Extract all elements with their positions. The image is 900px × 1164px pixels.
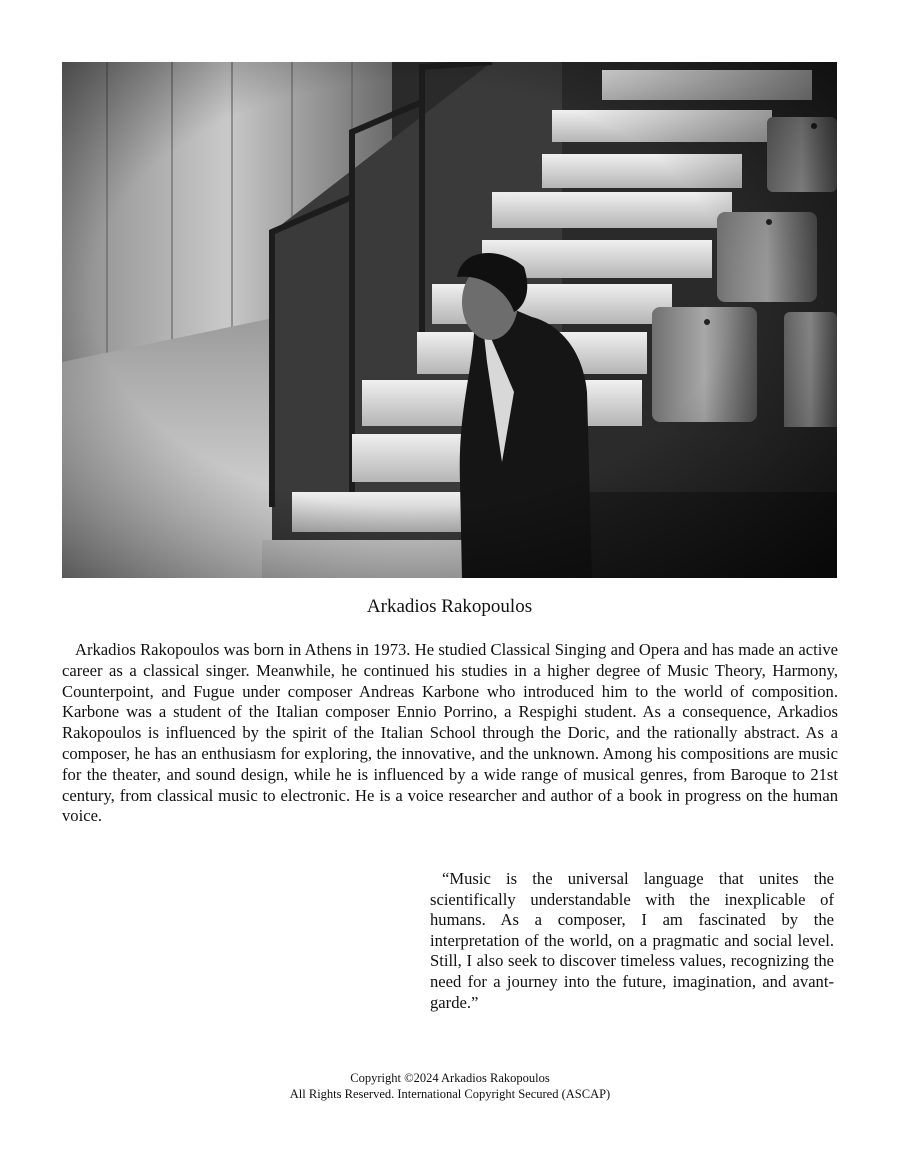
biography-paragraph: Arkadios Rakopoulos was born in Athens in 1973. He studied Classical Singing and Opera and has made an active career as a classical singer. Meanwhile, he continued his studies in a higher degree of Music Theory, Harmony, Counterpoint, and Fugue under composer Andreas Karbone who introduced him to the world of composition. Karbone was a student of the Italian composer Ennio Porrino, a Respighi student. As a consequence, Arkadios Rakopoulos is influenced by the spirit of the Italian School through the Doric, and the rationally abstract. As a composer, he has an enthusiasm for exploring, the innovative, and the unknown. Among his compositions are music for the theater, and sound design, while he is influenced by a wide range of musical genres, from Baroque to 21st century, from classical music to electronic. He is a voice researcher and author of a book in progress on the human voice.	[62, 640, 838, 826]
rights-line: All Rights Reserved. International Copyright Secured (ASCAP)	[289, 1087, 611, 1101]
photo-caption: Arkadios Rakopoulos	[366, 596, 533, 617]
copyright-line: Copyright ©2024 Arkadios Rakopoulos	[350, 1071, 550, 1085]
portrait-photo-icon	[62, 62, 837, 578]
copyright-footer	[0, 1070, 900, 1102]
portrait-photo	[62, 62, 837, 578]
composer-quote: “Music is the universal language that unites the scientifically understandable with the inexplicable of humans. As a composer, I am fascinated by the interpretation of the world, on a pragmatic and social level. Still, I also seek to discover timeless values, recognizing the need for a journey into the future, imagination, and avant-garde.”	[430, 869, 834, 1012]
